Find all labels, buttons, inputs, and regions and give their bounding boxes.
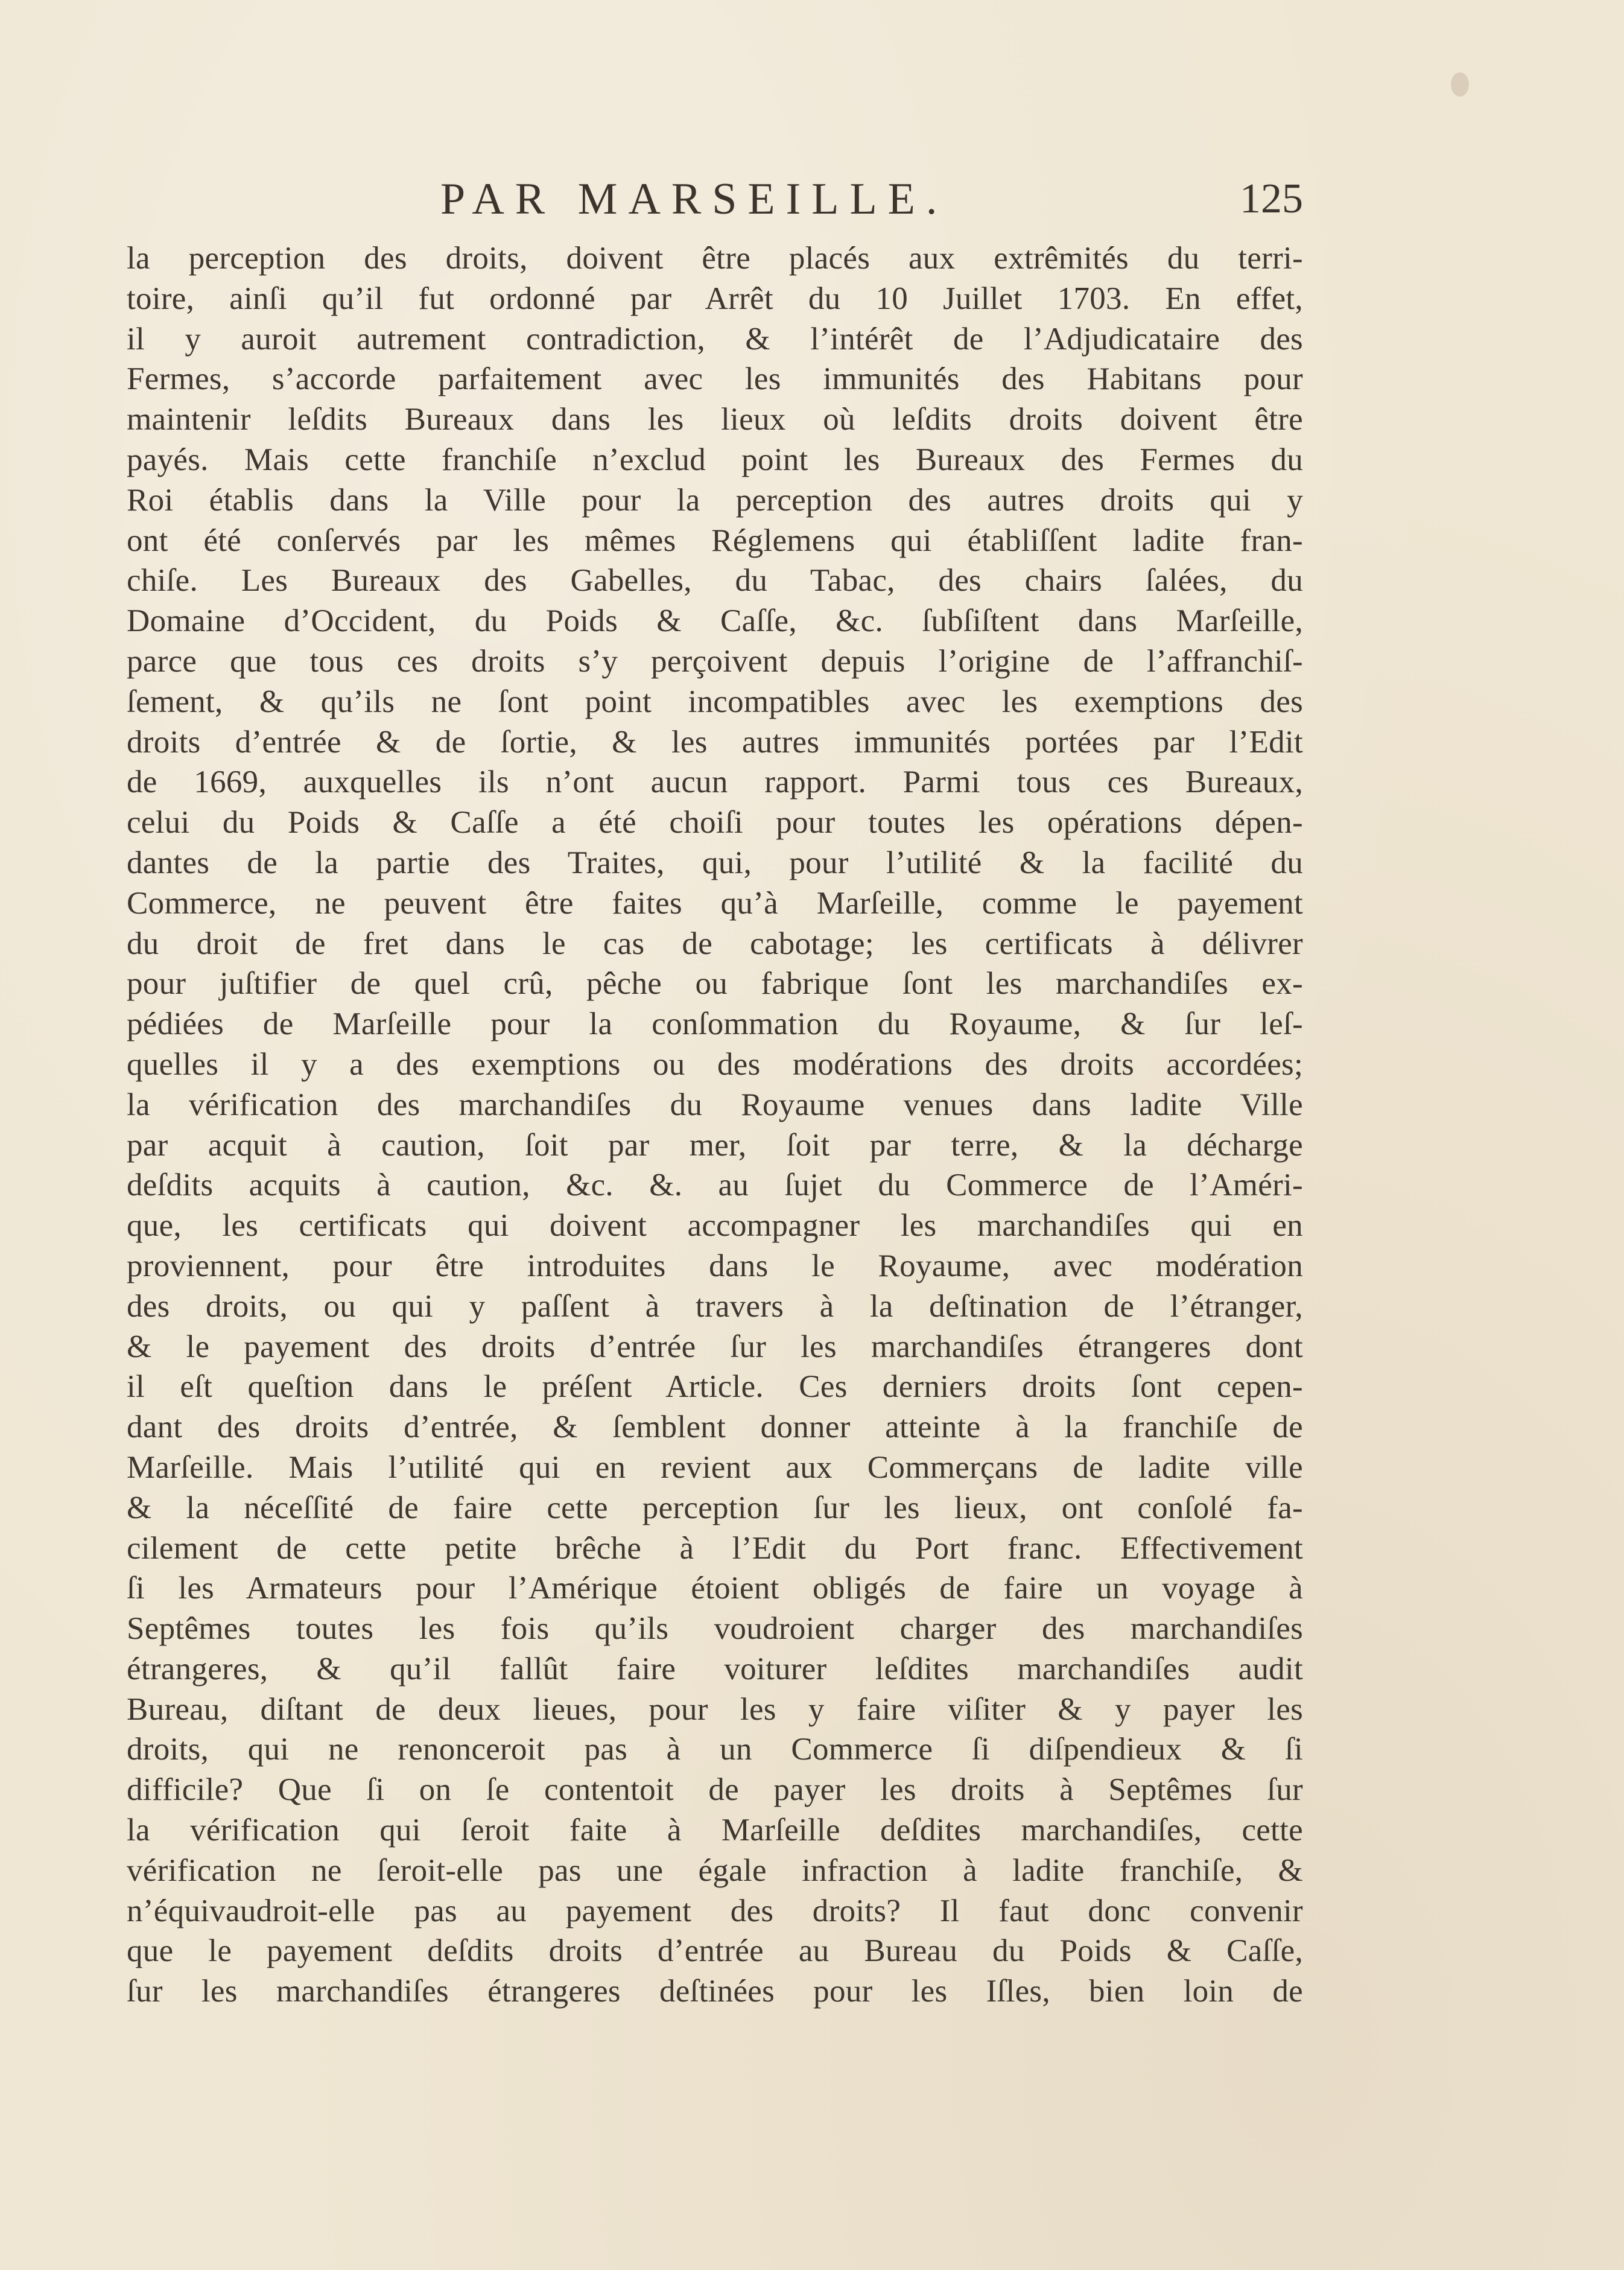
text-line: Fermes, s’accorde parfaitement avec les immunités des Habitans pour [127, 361, 1303, 397]
text-line: que, les certificats qui doivent accompagner les marchandiſes qui en [127, 1208, 1303, 1244]
text-line: la perception des droits, doivent être placés aux extrêmités du terri- [127, 241, 1303, 276]
text-line: par acquit à caution, ſoit par mer, ſoit par terre, & la décharge [127, 1127, 1303, 1163]
text-line: du droit de fret dans le cas de cabotage; les certificats à délivrer [127, 926, 1303, 961]
text-line: il eſt queſtion dans le préſent Article. Ces derniers droits ſont cepen- [127, 1369, 1303, 1405]
text-line: Marſeille. Mais l’utilité qui en revient aux Commerçans de ladite ville [127, 1449, 1303, 1485]
text-line: Domaine d’Occident, du Poids & Caſſe, &c. ſubſiſtent dans Marſeille, [127, 603, 1303, 639]
text-line: toire, ainſi qu’il fut ordonné par Arrêt du 10 Juillet 1703. En effet, [127, 281, 1303, 316]
text-line: parce que tous ces droits s’y perçoivent depuis l’origine de l’affranchiſ- [127, 643, 1303, 679]
running-head: PAR MARSEILLE. [440, 174, 948, 224]
text-line: que le payement deſdits droits d’entrée au Bureau du Poids & Caſſe, [127, 1933, 1303, 1969]
text-line: la vérification qui ſeroit faite à Marſeille deſdites marchandiſes, cette [127, 1813, 1303, 1848]
text-line: ſi les Armateurs pour l’Amérique étoient obligés de faire un voyage à [127, 1571, 1303, 1606]
text-line: ſement, & qu’ils ne ſont point incompatibles avec les exemptions des [127, 684, 1303, 719]
text-line: cilement de cette petite brêche à l’Edit du Port franc. Effectivement [127, 1530, 1303, 1566]
text-line: vérification ne ſeroit-elle pas une égale infraction à ladite franchiſe, & [127, 1852, 1303, 1888]
text-line: droits, qui ne renonceroit pas à un Commerce ſi diſpendieux & ſi [127, 1732, 1303, 1767]
text-line: maintenir leſdits Bureaux dans les lieux où leſdits droits doivent être [127, 402, 1303, 437]
text-line: & la néceſſité de faire cette perception ſur les lieux, ont conſolé fa- [127, 1490, 1303, 1525]
text-line: n’équivaudroit-elle pas au payement des droits? Il faut donc convenir [127, 1893, 1303, 1928]
text-line: Roi établis dans la Ville pour la perception des autres droits qui y [127, 482, 1303, 518]
text-line: difficile? Que ſi on ſe contentoit de payer les droits à Septêmes ſur [127, 1772, 1303, 1808]
text-line: proviennent, pour être introduites dans le Royaume, avec modération [127, 1248, 1303, 1283]
text-line: Septêmes toutes les fois qu’ils voudroient charger des marchandiſes [127, 1611, 1303, 1647]
text-line: droits d’entrée & de ſortie, & les autres immunités portées par l’Edit [127, 724, 1303, 760]
text-line: pour juſtifier de quel crû, pêche ou fabrique ſont les marchandiſes ex- [127, 966, 1303, 1002]
text-line: Bureau, diſtant de deux lieues, pour les y faire viſiter & y payer les [127, 1691, 1303, 1727]
page-number: 125 [1240, 176, 1303, 222]
text-line: dant des droits d’entrée, & ſemblent donner atteinte à la franchiſe de [127, 1410, 1303, 1445]
text-line: dantes de la partie des Traites, qui, pour l’utilité & la facilité du [127, 845, 1303, 880]
text-line: la vérification des marchandiſes du Royaume venues dans ladite Ville [127, 1087, 1303, 1122]
text-line: payés. Mais cette franchiſe n’exclud point les Bureaux des Fermes du [127, 442, 1303, 477]
text-line: de 1669, auxquelles ils n’ont aucun rapport. Parmi tous ces Bureaux, [127, 765, 1303, 800]
text-line: pédiées de Marſeille pour la conſommation du Royaume, & ſur leſ- [127, 1006, 1303, 1042]
page-header [127, 166, 1303, 232]
text-line: chiſe. Les Bureaux des Gabelles, du Tabac, des chairs ſalées, du [127, 563, 1303, 599]
text-line: des droits, ou qui y paſſent à travers à la deſtination de l’étranger, [127, 1288, 1303, 1324]
text-line: ont été conſervés par les mêmes Réglemens qui établiſſent ladite fran- [127, 523, 1303, 558]
text-line: celui du Poids & Caſſe a été choiſi pour toutes les opérations dépen- [127, 805, 1303, 841]
text-line: il y auroit autrement contradiction, & l’intérêt de l’Adjudicataire des [127, 321, 1303, 357]
text-line: étrangeres, & qu’il fallût faire voiturer leſdites marchandiſes audit [127, 1651, 1303, 1687]
text-line: Commerce, ne peuvent être faites qu’à Marſeille, comme le payement [127, 885, 1303, 921]
text-line: deſdits acquits à caution, &c. &. au ſujet du Commerce de l’Améri- [127, 1168, 1303, 1203]
text-line: & le payement des droits d’entrée ſur les marchandiſes étrangeres dont [127, 1329, 1303, 1364]
body-text [127, 238, 1303, 2012]
paper-stain [1451, 72, 1469, 97]
text-line: quelles il y a des exemptions ou des modérations des droits accordées; [127, 1046, 1303, 1082]
text-line: ſur les marchandiſes étrangeres deſtinées pour les Iſles, bien loin de [127, 1974, 1303, 2009]
